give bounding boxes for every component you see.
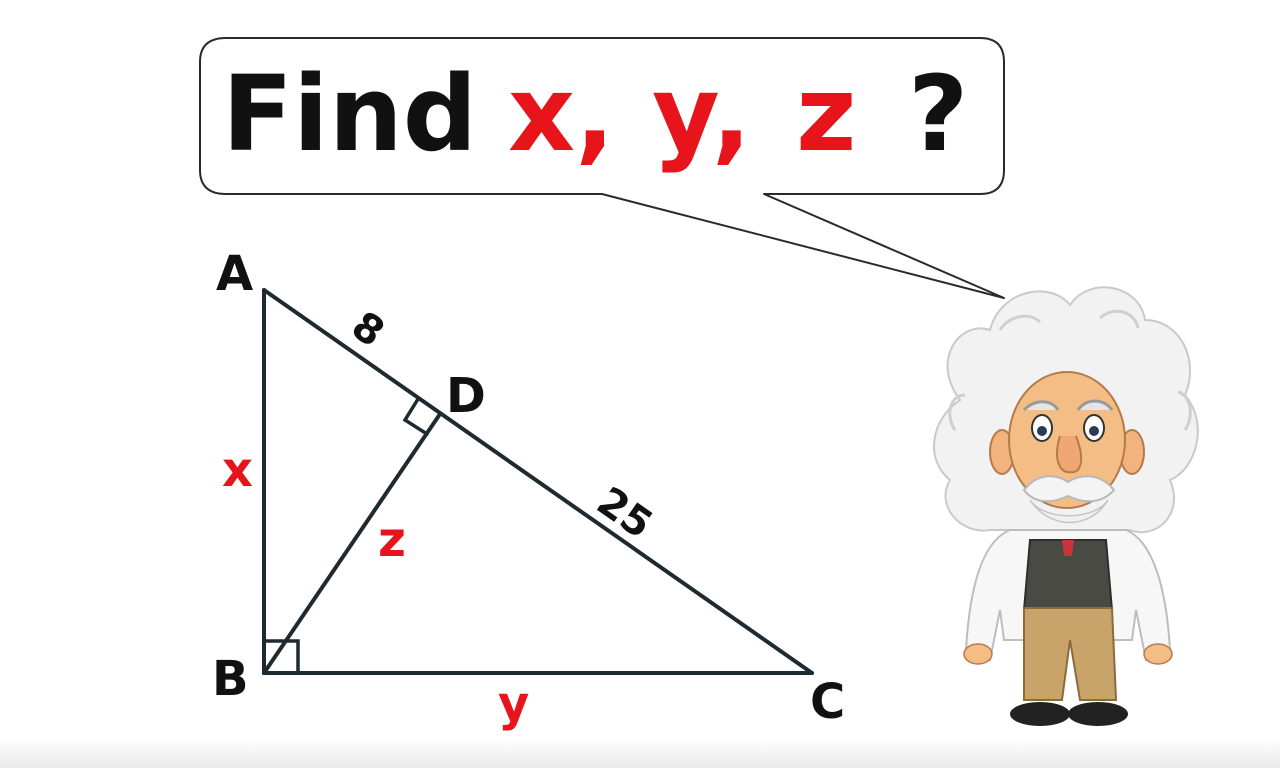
segment-label-ad: 8 xyxy=(343,302,393,357)
side-ac xyxy=(264,290,812,673)
prompt-find: Find xyxy=(222,53,478,175)
vertex-label-c: C xyxy=(810,674,846,730)
speech-bubble xyxy=(200,38,1004,298)
triangle-diagram xyxy=(264,290,812,673)
altitude-bd xyxy=(264,414,440,673)
prompt-var-x: x, xyxy=(508,53,615,175)
unknown-label-x: x xyxy=(222,442,253,498)
unknown-label-y: y xyxy=(498,676,530,732)
vertex-label-a: A xyxy=(216,246,254,302)
einstein-cartoon-icon xyxy=(934,287,1198,726)
vertex-label-b: B xyxy=(212,651,249,707)
unknown-label-z: z xyxy=(378,512,406,568)
prompt-var-z: z xyxy=(796,53,857,175)
right-angle-marker-d xyxy=(405,399,427,434)
vertex-label-d: D xyxy=(446,368,486,424)
prompt-var-y: y, xyxy=(652,53,752,175)
segment-label-dc: 25 xyxy=(588,478,661,549)
prompt-question-mark: ? xyxy=(908,53,969,175)
bottom-fade xyxy=(0,738,1280,768)
